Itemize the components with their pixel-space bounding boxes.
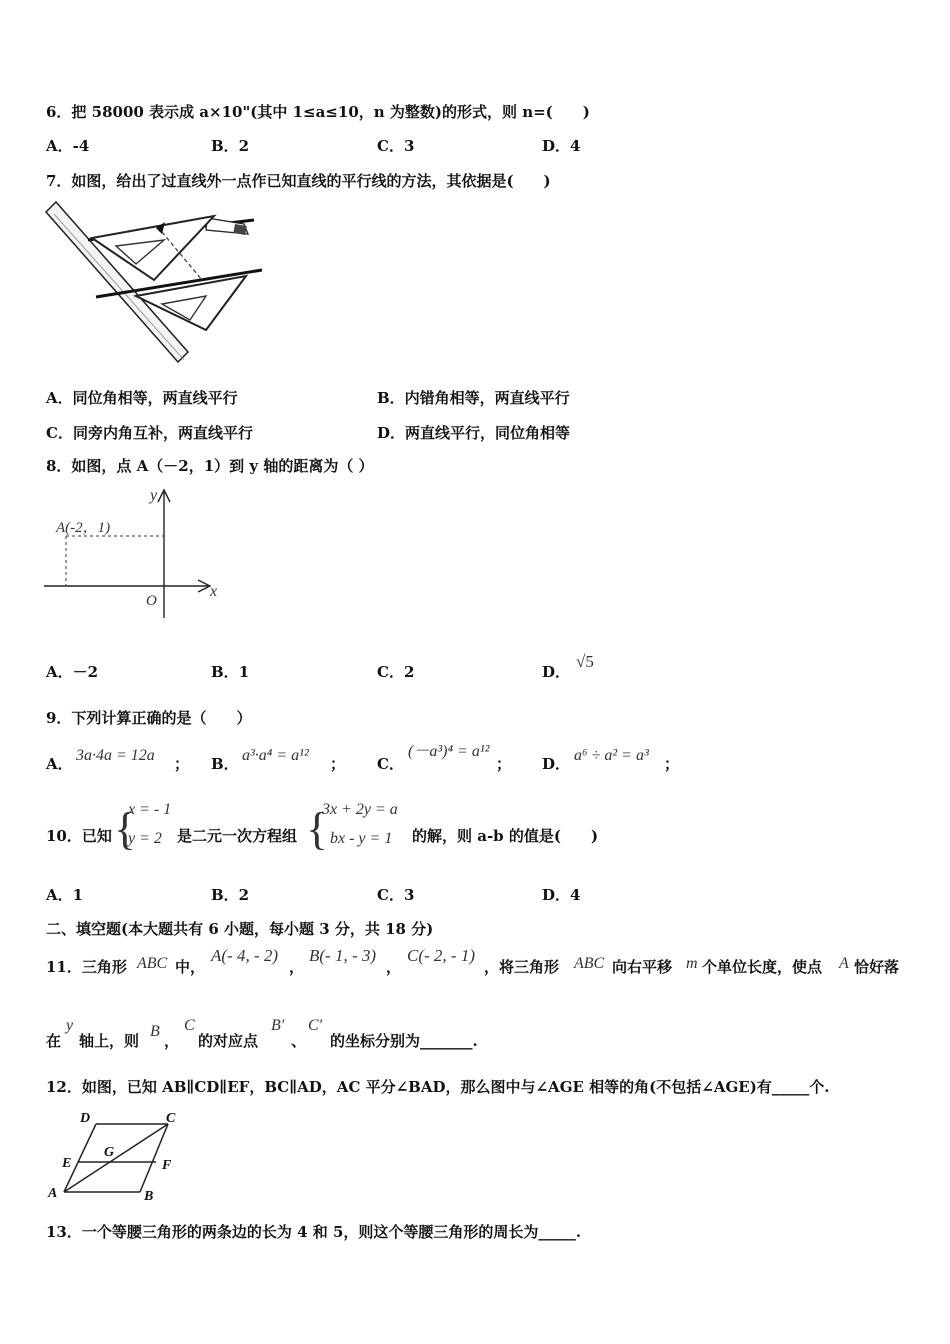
q11-line2-text-3: 的对应点 xyxy=(198,1032,259,1050)
q8-option-a: A．－2 xyxy=(46,663,99,681)
q9-option-b-sep: ； xyxy=(330,755,346,773)
q7-option-d: D．两直线平行，同位角相等 xyxy=(377,424,571,442)
q11-text-6: 恰好落 xyxy=(854,958,900,976)
q11-point-c: C(- 2, - 1) xyxy=(407,946,475,965)
q8-point-a-label: A(-2，1) xyxy=(56,520,111,536)
q9-option-d-expr: a⁶ ÷ a² = a³ xyxy=(574,747,649,764)
q10-prefix: 10．已知 xyxy=(46,827,112,845)
q11-line2-text-5: 的坐标分别为_______. xyxy=(330,1032,478,1050)
q7-option-b: B．内错角相等，两直线平行 xyxy=(377,389,570,407)
q11-line2-comma: ， xyxy=(164,1032,180,1050)
q8-y-label: y xyxy=(150,487,158,504)
q9-option-a-expr: 3a·4a = 12a xyxy=(76,747,155,764)
q6-option-b: B．2 xyxy=(211,137,250,155)
q8-x-label: x xyxy=(210,583,218,600)
q11-point-b: B(- 1, - 3) xyxy=(309,946,377,965)
q12-label-f: F xyxy=(162,1158,172,1173)
q9-option-c-expr: (－a³)⁴ = a¹² xyxy=(408,743,490,760)
q11-c-prime: C′ xyxy=(308,1017,323,1034)
q8-option-d-value: √5 xyxy=(576,652,594,671)
q10-solution-brace: { xyxy=(114,803,137,854)
q9-option-c-label: C． xyxy=(377,755,404,773)
q11-b-prime: B′ xyxy=(271,1017,285,1034)
section-fill-in-title: 二、填空题(本大题共有 6 小题，每小题 3 分，共 18 分) xyxy=(46,920,434,938)
q10-solution-y: y = 2 xyxy=(128,830,162,847)
q11-text-5: 个单位长度，使点 xyxy=(702,958,823,976)
q9-option-a-sep: ； xyxy=(174,755,190,773)
q9-option-b-label: B． xyxy=(211,755,239,773)
q12-stem: 12．如图，已知 AB∥CD∥EF，BC∥AD，AC 平分∠BAD，那么图中与∠AGE 相等的角(不包括∠AGE)有_____个. xyxy=(46,1078,830,1096)
q11-text-3: ，将三角形 xyxy=(484,958,560,976)
q11-text-4: 向右平移 xyxy=(612,958,673,976)
q10-system-eq2: bx - y = 1 xyxy=(330,830,393,847)
q12-label-a: A xyxy=(48,1186,58,1201)
q9-option-c-sep: ； xyxy=(496,755,512,773)
q9-option-a-label: A． xyxy=(46,755,73,773)
q11-c: C xyxy=(184,1017,195,1034)
q7-parallel-ruler-figure xyxy=(44,200,268,366)
q9-option-b-expr: a³·a⁴ = a¹² xyxy=(242,747,309,764)
q6-stem: 6．把 58000 表示成 a×10"(其中 1≤a≤10，n 为整数)的形式，则 n=( ) xyxy=(46,103,590,121)
q11-line2-text-1: 在 xyxy=(46,1032,62,1050)
q9-stem: 9．下列计算正确的是（ ） xyxy=(46,709,252,727)
q8-option-b: B．1 xyxy=(211,663,250,681)
q7-stem: 7．如图，给出了过直线外一点作已知直线的平行线的方法，其依据是( ) xyxy=(46,172,551,190)
q8-option-c: C．2 xyxy=(377,663,415,681)
q11-abc-1: ABC xyxy=(137,955,168,972)
q11-abc-2: ABC xyxy=(574,955,605,972)
q9-option-d-sep: ； xyxy=(664,755,680,773)
q11-m: m xyxy=(686,955,698,972)
q11-text-1: 11．三角形 xyxy=(46,958,127,976)
q8-stem: 8．如图，点 A（－2，1）到 y 轴的距离为（ ） xyxy=(46,457,374,475)
q11-b: B xyxy=(150,1023,160,1040)
q8-coordinate-figure xyxy=(40,484,230,618)
q11-line2-sep: 、 xyxy=(291,1032,307,1050)
q12-label-b: B xyxy=(144,1189,154,1204)
q12-label-d: D xyxy=(80,1111,91,1126)
q9-option-d-label: D． xyxy=(542,755,571,773)
q11-comma-2: ， xyxy=(386,958,402,976)
q6-option-a: A．-4 xyxy=(46,137,90,155)
q6-option-d: D．4 xyxy=(542,137,581,155)
q7-option-c: C．同旁内角互补，两直线平行 xyxy=(46,424,253,442)
q13-stem: 13．一个等腰三角形的两条边的长为 4 和 5，则这个等腰三角形的周长为_____. xyxy=(46,1223,582,1241)
q12-label-e: E xyxy=(62,1156,72,1171)
q11-a: A xyxy=(839,955,849,972)
q10-solution-x: x = - 1 xyxy=(128,801,172,818)
q10-system-brace: { xyxy=(306,803,329,854)
q11-y: y xyxy=(66,1017,74,1034)
q10-option-b: B．2 xyxy=(211,886,250,904)
q10-suffix: 的解，则 a-b 的值是( ) xyxy=(412,827,599,845)
q6-option-c: C．3 xyxy=(377,137,415,155)
q11-comma-1: ， xyxy=(289,958,305,976)
q10-option-c: C．3 xyxy=(377,886,415,904)
q10-option-d: D．4 xyxy=(542,886,581,904)
q11-line2-text-2: 轴上，则 xyxy=(79,1032,140,1050)
q12-parallelogram-figure xyxy=(44,1108,194,1204)
q10-middle: 是二元一次方程组 xyxy=(177,827,298,845)
q8-origin-label: O xyxy=(146,593,157,609)
q12-label-c: C xyxy=(166,1111,176,1126)
q7-option-a: A．同位角相等，两直线平行 xyxy=(46,389,238,407)
q11-point-a: A(- 4, - 2) xyxy=(211,946,279,965)
q8-option-d-label: D． xyxy=(542,663,571,681)
q11-text-2: 中， xyxy=(175,958,206,976)
q10-system-eq1: 3x + 2y = a xyxy=(322,801,398,818)
q10-option-a: A．1 xyxy=(46,886,84,904)
q12-label-g: G xyxy=(104,1145,115,1160)
